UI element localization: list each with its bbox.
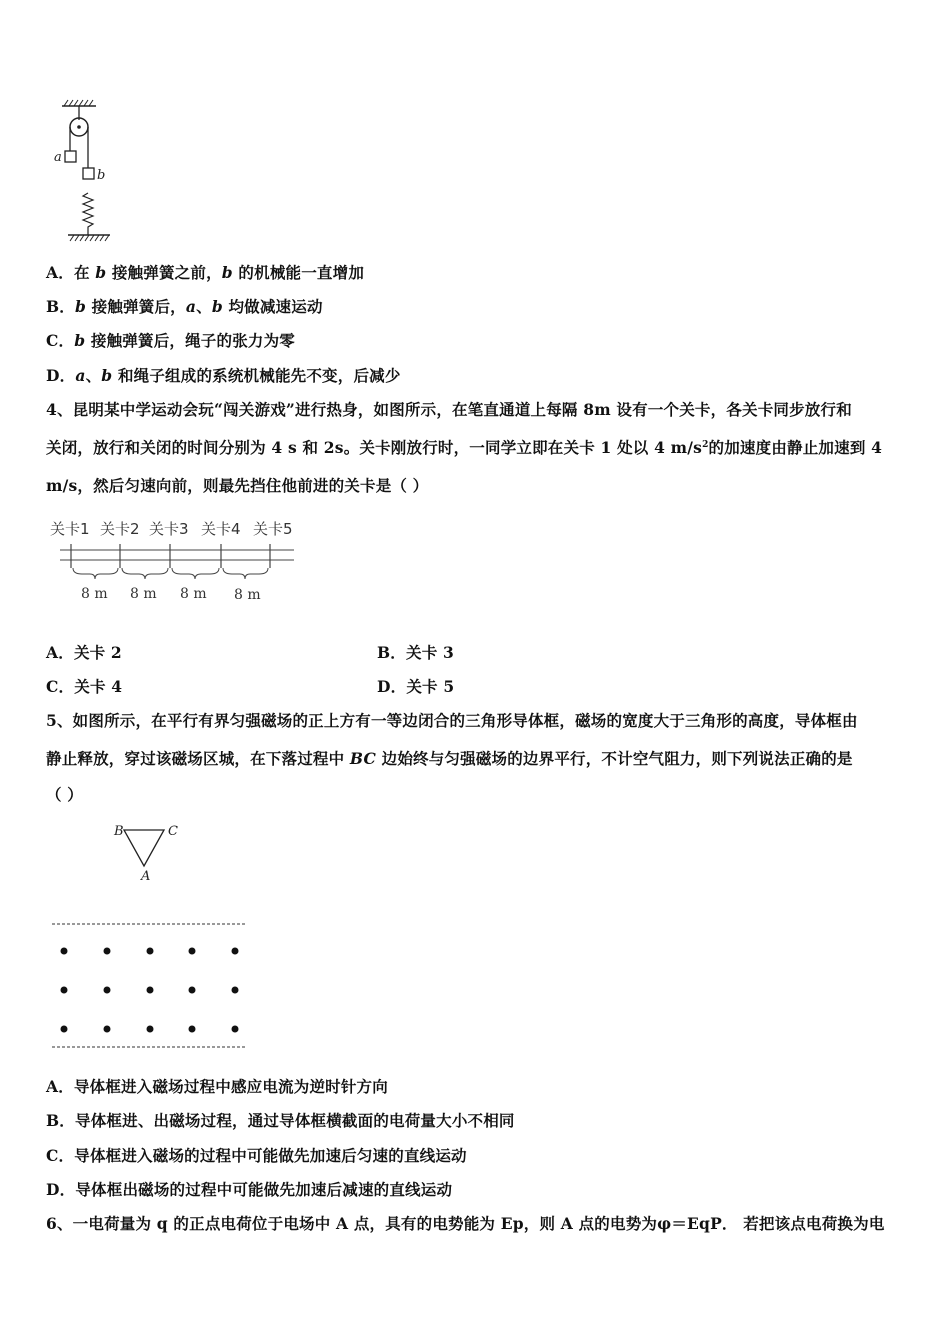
gate-label-1: 关卡1 <box>50 520 90 538</box>
triangle-field-figure <box>46 818 256 1058</box>
q4-option-d[interactable]: D．关卡 5 <box>377 677 455 696</box>
option-key: D． <box>46 366 76 385</box>
q5-option-c[interactable]: C．导体框进入磁场的过程中可能做先加速后匀速的直线运动 <box>46 1146 467 1165</box>
q3-option-a[interactable]: A．在 b 接触弹簧之前，b 的机械能一直增加 <box>46 263 365 282</box>
q3-option-c[interactable]: C．b 接触弹簧后，绳子的张力为零 <box>46 331 295 350</box>
q5-stem-line-1: 5、如图所示，在平行有界匀强磁场的正上方有一等边闭合的三角形导体框，磁场的宽度大于三角形的高度，导体框由 <box>46 711 858 730</box>
block-a-label: a <box>54 150 62 165</box>
q4-option-a[interactable]: A．关卡 2 <box>46 643 122 662</box>
q3-option-d[interactable]: D．a、b 和绳子组成的系统机械能先不变，后减少 <box>46 366 401 385</box>
q5-stem-line-2: 静止释放，穿过该磁场区城，在下落过程中 BC 边始终与匀强磁场的边界平行，不计空气阻力，则下列说法正确的是 <box>46 749 853 768</box>
superscript: 2 <box>702 439 709 450</box>
gate-label-3: 关卡3 <box>149 520 189 538</box>
vertex-b-label: B <box>114 824 124 839</box>
q3-option-b[interactable]: B．b 接触弹簧后，a、b 均做减速运动 <box>46 297 323 316</box>
distance-label-4: 8 m <box>234 587 261 603</box>
distance-label-3: 8 m <box>180 586 207 602</box>
q4-option-b[interactable]: B．关卡 3 <box>377 643 454 662</box>
option-key: C． <box>46 331 75 350</box>
q4-stem-line-2: 关闭，放行和关闭的时间分别为 4 s 和 2s。关卡刚放行时，一同学立即在关卡 1 处以 4 $m/s^2$的加速度由静止加速到 4 <box>46 438 883 457</box>
q5-stem-line-3: （ ） <box>46 785 83 804</box>
option-key: A． <box>46 263 74 282</box>
q5-option-d[interactable]: D．导体框出磁场的过程中可能做先加速后减速的直线运动 <box>46 1180 453 1199</box>
gate-label-4: 关卡4 <box>201 520 241 538</box>
q5-option-a[interactable]: A．导体框进入磁场过程中感应电流为逆时针方向 <box>46 1077 388 1096</box>
block-b-label: b <box>97 168 106 183</box>
gate-label-5: 关卡5 <box>253 520 293 538</box>
vertex-a-label: A <box>141 869 151 884</box>
gates-figure <box>48 512 308 608</box>
q4-option-c[interactable]: C．关卡 4 <box>46 677 123 696</box>
q4-stem-line-3: m/s，然后匀速向前，则最先挡住他前进的关卡是（ ） <box>46 476 429 495</box>
option-key: B． <box>46 297 76 316</box>
distance-label-2: 8 m <box>130 586 157 602</box>
vertex-c-label: C <box>168 824 178 839</box>
field-dots <box>61 948 239 1033</box>
distance-label-1: 8 m <box>81 586 108 602</box>
q4-stem-line-1: 4、昆明某中学运动会玩“闯关游戏”进行热身，如图所示，在笔直通道上每隔 8m 设有一个关卡，各关卡同步放行和 <box>46 400 852 419</box>
q6-stem-line-1: 6、一电荷量为 q 的正点电荷位于电场中 A 点，具有的电势能为 Ep，则 A 点的电势为φ＝EqP． 若把该点电荷换为电 <box>46 1214 885 1233</box>
gate-label-2: 关卡2 <box>100 520 140 538</box>
pulley-spring-figure <box>50 98 130 244</box>
q5-option-b[interactable]: B．导体框进、出磁场过程，通过导体框横截面的电荷量大小不相同 <box>46 1111 515 1130</box>
